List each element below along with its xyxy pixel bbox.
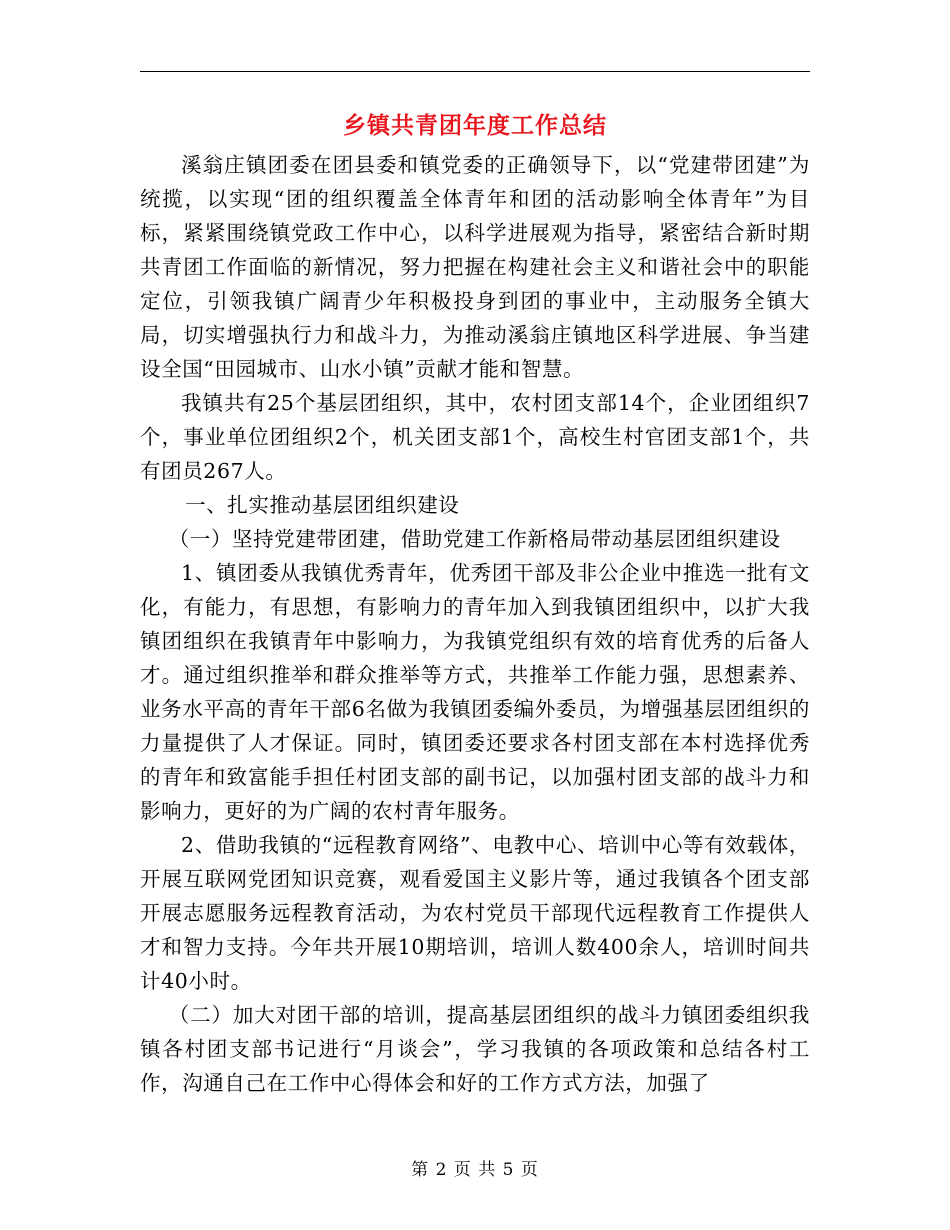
document-body — [140, 148, 810, 1100]
header-rule — [140, 71, 810, 72]
page-number: 第 2 页 共 5 页 — [411, 1160, 539, 1180]
intro-paragraph: 溪翁庄镇团委在团县委和镇党委的正确领导下，以“党建带团建”为统揽，以实现“团的组织覆盖全体青年和团的活动影响全体青年”为目标，紧紧围绕镇党政工作中心，以科学进展观为指导，紧密结合新时期共青团工作面临的新情况，努力把握在构建社会主义和谐社会中的职能定位，引领我镇广阔青少年积极投身到团的事业中，主动服务全镇大局，切实增强执行力和战斗力，为推动溪翁庄镇地区科学进展、争当建设全国“田园城市、山水小镇”贡献才能和智慧。 — [140, 153, 810, 381]
section-heading: 一、扎实推动基层团组织建设 — [185, 493, 460, 517]
document-title: 乡镇共青团年度工作总结 — [343, 113, 607, 139]
item-paragraph-2: 2、借助我镇的“远程教育网络”、电教中心、培训中心等有效载体，开展互联网党团知识竞赛，观看爱国主义影片等，通过我镇各个团支部开展志愿服务远程教育活动，为农村党员干部现代远程教育工作提供人才和智力支持。今年共开展10期培训，培训人数400余人，培训时间共计40小时。 — [140, 833, 810, 993]
statistics-paragraph: 我镇共有25个基层团组织，其中，农村团支部14个，企业团组织7个，事业单位团组织2个，机关团支部1个，高校生村官团支部1个，共有团员267人。 — [140, 391, 810, 483]
subsection-paragraph-2: （二）加大对团干部的培训，提高基层团组织的战斗力镇团委组织我镇各村团支部书记进行“月谈会”，学习我镇的各项政策和总结各村工作，沟通自己在工作中心得体会和好的工作方式方法，加强了 — [140, 1003, 810, 1095]
subsection-heading: （一）坚持党建带团建，借助党建工作新格局带动基层团组织建设 — [168, 527, 781, 551]
item-paragraph-1: 1、镇团委从我镇优秀青年，优秀团干部及非公企业中推选一批有文化，有能力，有思想，有影响力的青年加入到我镇团组织中，以扩大我镇团组织在我镇青年中影响力，为我镇党组织有效的培育优秀的后备人才。通过组织推举和群众推举等方式，共推举工作能力强，思想素养、业务水平高的青年干部6名做为我镇团委编外委员，为增强基层团组织的力量提供了人才保证。同时，镇团委还要求各村团支部在本村选择优秀的青年和致富能手担任村团支部的副书记，以加强村团支部的战斗力和影响力，更好的为广阔的农村青年服务。 — [140, 561, 810, 823]
